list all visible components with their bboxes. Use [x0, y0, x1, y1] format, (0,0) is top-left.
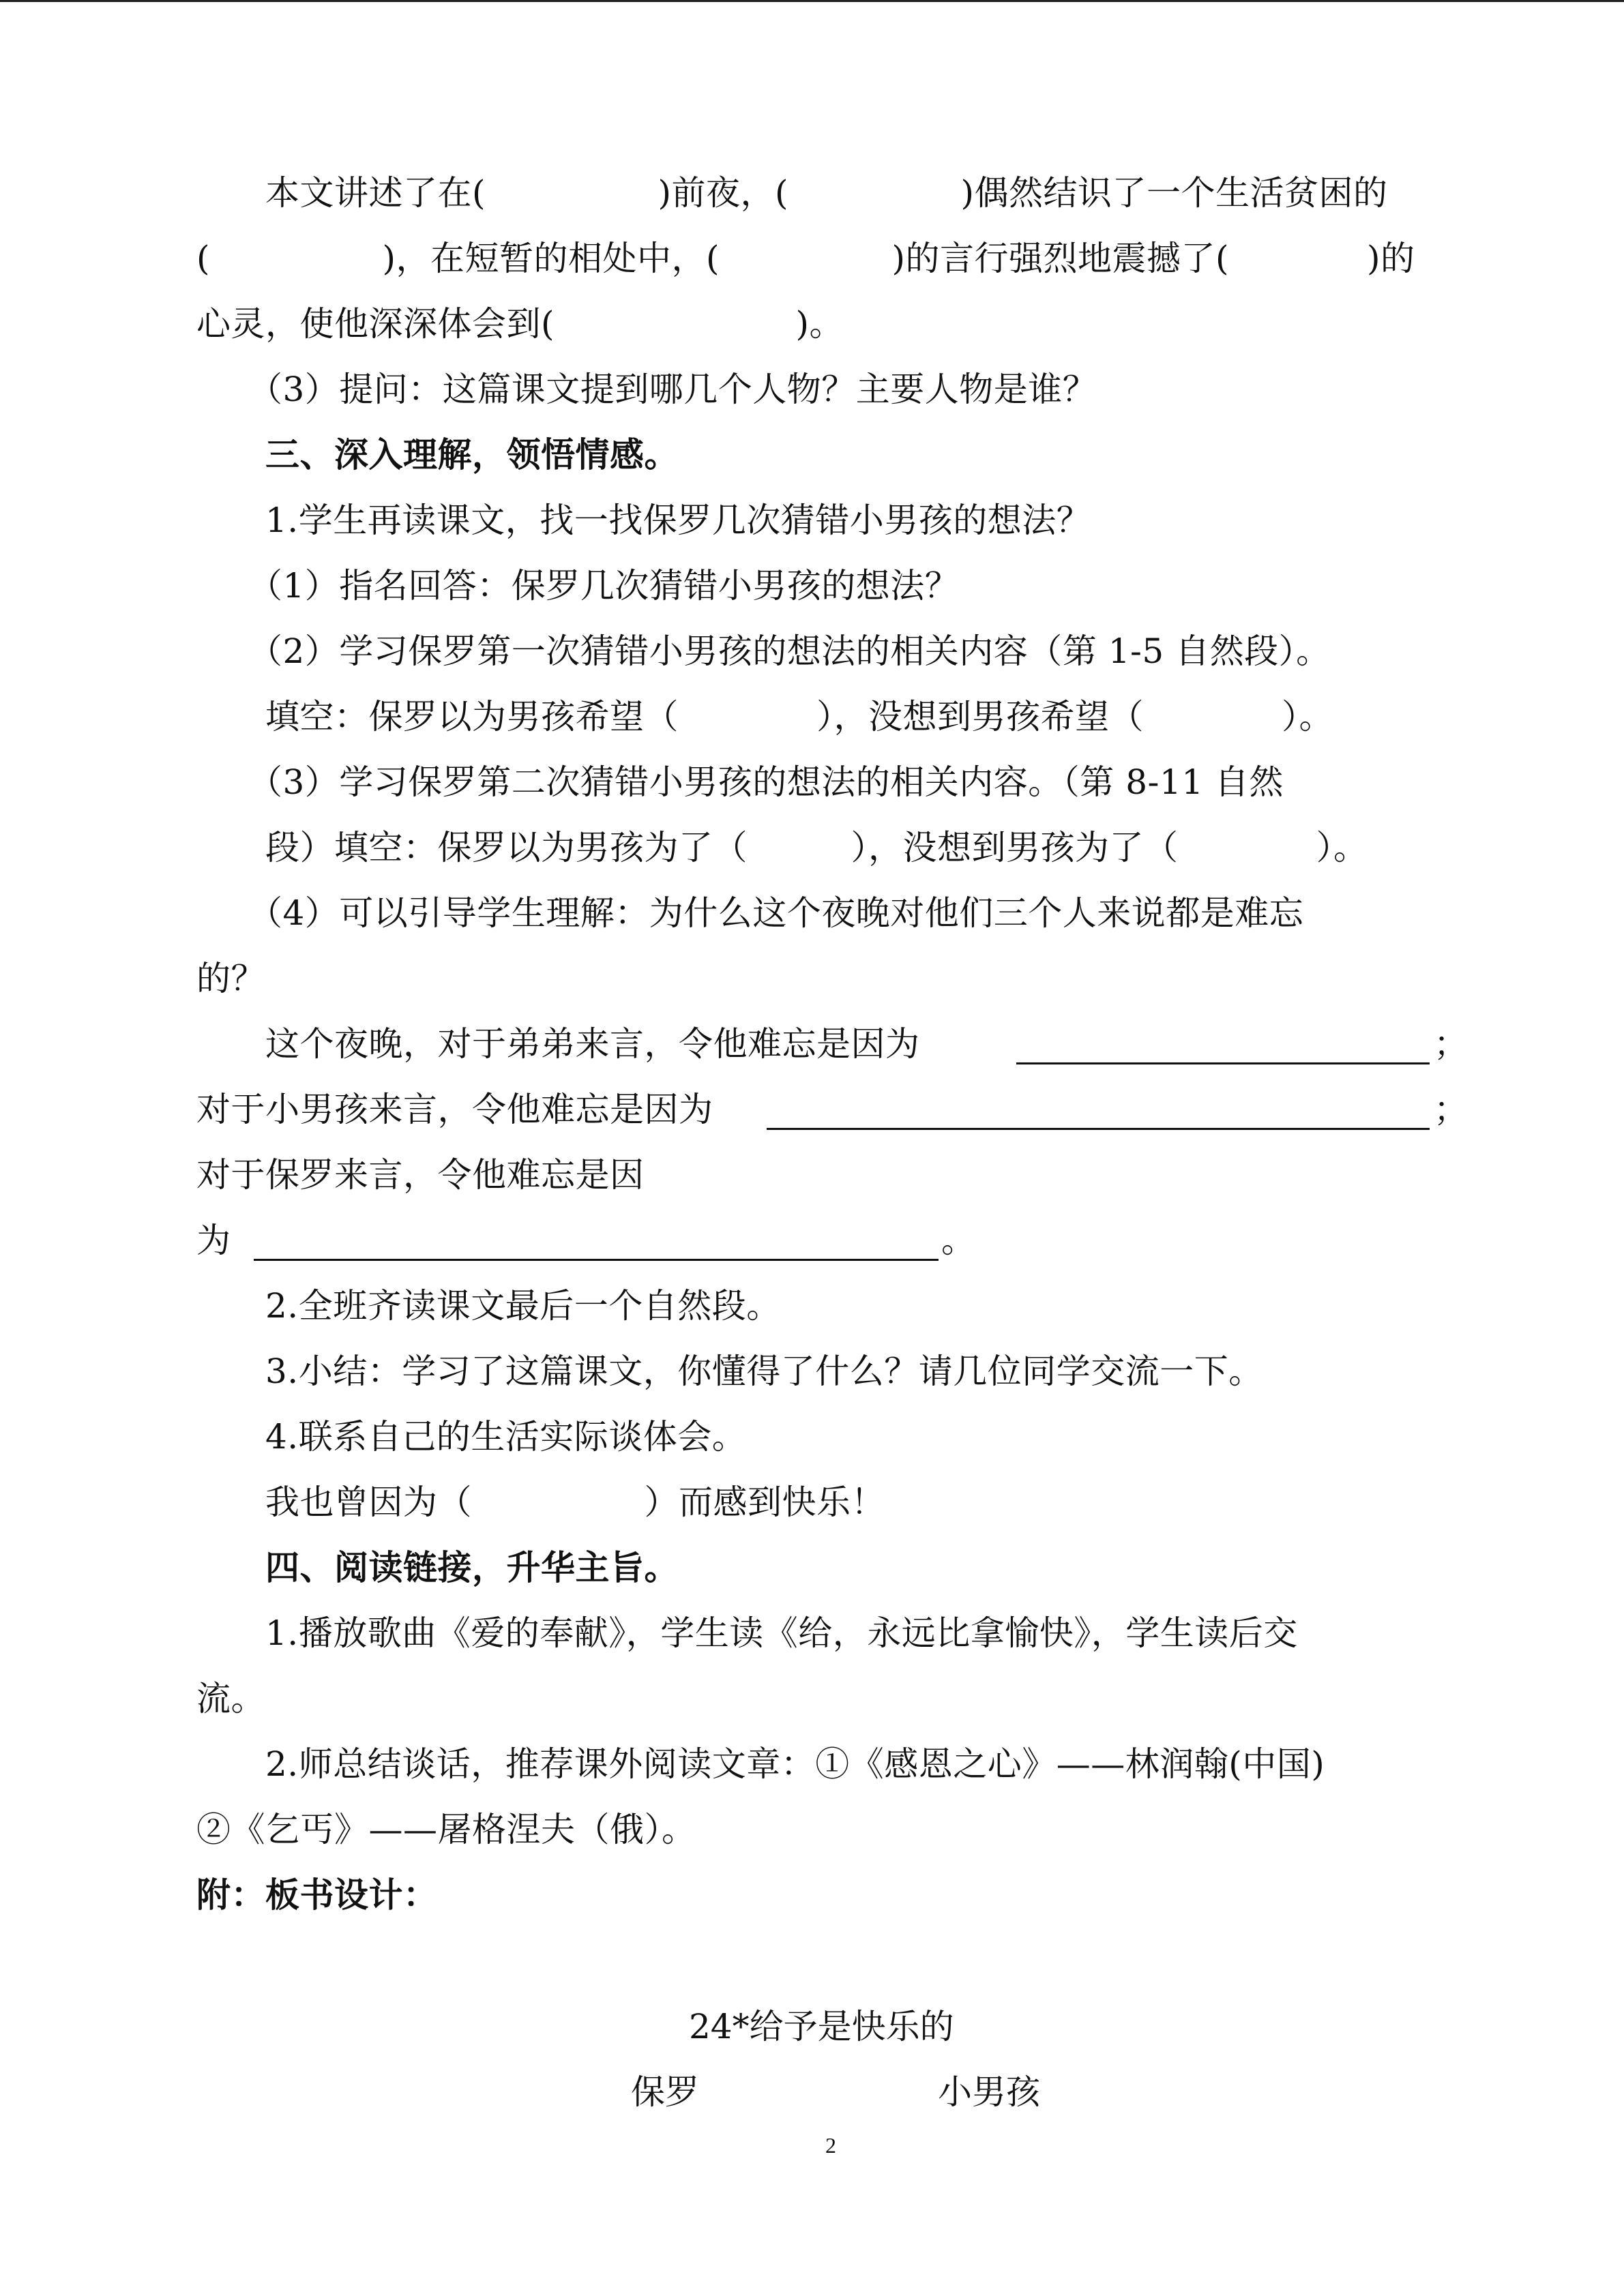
night-paul-line: 对于保罗来言，令他难忘是因 [196, 1155, 645, 1195]
board-right-label: 小男孩 [938, 2072, 1040, 2112]
sub-item-1-line: （1）指名回答：保罗几次猜错小男孩的想法？ [196, 566, 960, 606]
answer-blank-boy [767, 1128, 1430, 1130]
period-mark: 。 [941, 1221, 976, 1260]
night-boy-line: 对于小男孩来言，令他难忘是因为 [196, 1090, 713, 1129]
fill-blank-1-line: 填空：保罗以为男孩希望（ ），没想到男孩希望（ ）。 [196, 697, 1333, 736]
section-heading-4: 四、阅读链接，升华主旨。 [196, 1547, 679, 1587]
item-3-line: 3.小结：学习了这篇课文，你懂得了什么？请几位同学交流一下。 [196, 1352, 1263, 1391]
sub-item-2-line: （2）学习保罗第一次猜错小男孩的想法的相关内容（第 1-5 自然段）。 [196, 631, 1331, 671]
item-4-line: 4.联系自己的生活实际谈体会。 [196, 1417, 747, 1457]
fill-blank-2-line: 段）填空：保罗以为男孩为了（ ），没想到男孩为了（ ）。 [196, 828, 1368, 867]
answer-blank-paul [254, 1259, 939, 1261]
sub-item-4-continued: 的？ [196, 959, 265, 998]
board-title: 24*给予是快乐的 [689, 2007, 954, 2046]
paragraph-summary-line-3: 心灵，使他深深体会到( )。 [196, 304, 844, 344]
reading-item-2-line: 2.师总结谈话，推荐课外阅读文章：①《感恩之心》——林润翰(中国) [196, 1744, 1325, 1784]
happy-fill-line: 我也曾因为（ ）而感到快乐！ [196, 1482, 885, 1522]
page-top-border [0, 0, 1624, 2]
night-paul-line-2: 为 [196, 1221, 231, 1260]
board-left-label: 保罗 [631, 2072, 699, 2112]
page-number: 2 [825, 2133, 836, 2158]
section-heading-3: 三、深入理解，领悟情感。 [196, 434, 679, 475]
semicolon-2: ； [1434, 1090, 1468, 1129]
semicolon-1: ； [1434, 1024, 1468, 1064]
night-brother-line: 这个夜晚，对于弟弟来言，令他难忘是因为 [196, 1024, 920, 1064]
sub-item-4-line: （4）可以引导学生理解：为什么这个夜晚对他们三个人来说都是难忘 [196, 893, 1304, 933]
paragraph-summary-line-1: 本文讲述了在( )前夜，( )偶然结识了一个生活贫困的 [196, 173, 1388, 213]
board-design-heading: 附：板书设计： [196, 1875, 438, 1915]
reading-item-1-line: 1.播放歌曲《爱的奉献》，学生读《给，永远比拿愉快》，学生读后交 [196, 1613, 1298, 1653]
item-2-line: 2.全班齐读课文最后一个自然段。 [196, 1286, 781, 1326]
question-3-line: （3）提问：这篇课文提到哪几个人物？主要人物是谁？ [196, 370, 1097, 409]
item-1-line: 1.学生再读课文，找一找保罗几次猜错小男孩的想法？ [196, 501, 1091, 540]
paragraph-summary-line-2: ( )，在短暂的相处中，( )的言行强烈地震撼了( )的 [196, 239, 1415, 278]
reading-item-1-continued: 流。 [196, 1679, 265, 1718]
sub-item-3-line: （3）学习保罗第二次猜错小男孩的想法的相关内容。（第 8-11 自然 [196, 762, 1284, 802]
answer-blank-brother [1016, 1062, 1430, 1064]
reading-item-2-continued: ②《乞丐》——屠格涅夫（俄）。 [196, 1810, 696, 1849]
